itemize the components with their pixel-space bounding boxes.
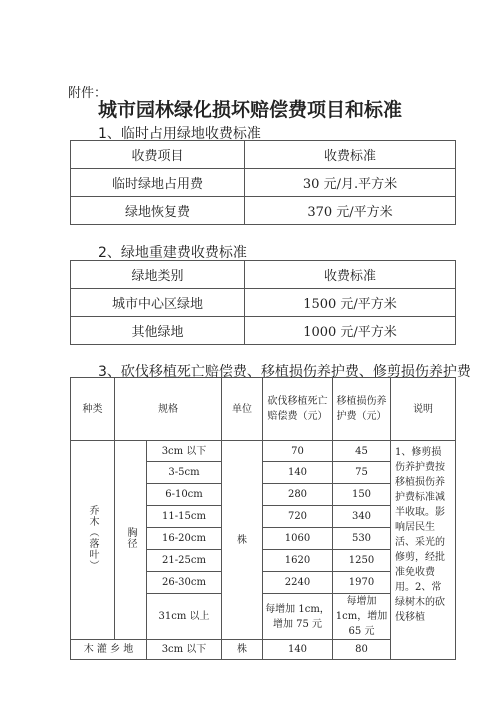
table-row — [71, 441, 456, 462]
section3-table — [70, 377, 456, 660]
header-cell: 收费标准 — [245, 261, 456, 289]
header-spec: 规格 — [115, 378, 222, 441]
damage-fee-cell: 530 — [333, 528, 391, 550]
damage-fee-cell: 每增加 1cm，增加 65 元 — [333, 594, 391, 640]
table-cell: 临时绿地占用费 — [71, 169, 245, 197]
table-row — [71, 317, 456, 345]
table-cell: 370 元/平方米 — [245, 197, 456, 225]
header-damage-fee: 移植损伤养护费（元） — [333, 378, 391, 441]
table-cell: 绿地恢复费 — [71, 197, 245, 225]
table-row — [71, 197, 456, 225]
header-cell: 收费标准 — [245, 141, 456, 169]
damage-fee-cell: 80 — [333, 640, 391, 660]
header-cut-fee: 砍伐移植死亡赔偿费（元） — [263, 378, 333, 441]
unit-cell: 株 — [222, 640, 263, 660]
category-cell — [71, 441, 115, 640]
cut-fee-cell: 140 — [263, 640, 333, 660]
spec-cell: 26-30cm — [147, 572, 222, 594]
cut-fee-cell: 2240 — [263, 572, 333, 594]
header-cell: 绿地类别 — [71, 261, 245, 289]
section2-table — [70, 260, 456, 345]
section2-heading: 2、绿地重建费收费标准 — [98, 245, 247, 261]
table-row — [71, 169, 456, 197]
spec-cell: 3cm 以下 — [147, 640, 222, 660]
damage-fee-cell: 150 — [333, 484, 391, 506]
category-cell: 木 灌 乡 地 — [71, 640, 147, 660]
spec-cell: 3cm 以下 — [147, 441, 222, 462]
table-header-row — [71, 261, 456, 289]
table-cell: 1000 元/平方米 — [245, 317, 456, 345]
table-header-row — [71, 378, 456, 441]
cut-fee-cell: 280 — [263, 484, 333, 506]
spec-cell: 3-5cm — [147, 462, 222, 484]
header-unit: 单位 — [222, 378, 263, 441]
cut-fee-cell: 720 — [263, 506, 333, 528]
page-title: 城市园林绿化损坏赔偿费项目和标准 — [97, 99, 402, 121]
cut-fee-cell: 每增加 1cm，增加 75 元 — [263, 594, 333, 640]
spec-cell: 21-25cm — [147, 550, 222, 572]
notes-cell: 1、修剪损伤养护费按移植损伤养护费标准减半收取。影响居民生活、采光的修剪，经批准免收费用。2、常绿树木的砍伐移植 — [391, 441, 456, 660]
table-cell: 30 元/月.平方米 — [245, 169, 456, 197]
table-row — [71, 289, 456, 317]
category-label: 乔木（落叶） — [87, 504, 98, 571]
measure-label: 胸径 — [125, 526, 136, 549]
spec-cell: 11-15cm — [147, 506, 222, 528]
damage-fee-cell: 45 — [333, 441, 391, 462]
section1-table — [70, 140, 456, 225]
cut-fee-cell: 1060 — [263, 528, 333, 550]
cut-fee-cell: 1620 — [263, 550, 333, 572]
header-kind: 种类 — [71, 378, 115, 441]
damage-fee-cell: 340 — [333, 506, 391, 528]
spec-cell: 6-10cm — [147, 484, 222, 506]
cut-fee-cell: 70 — [263, 441, 333, 462]
table-header-row — [71, 141, 456, 169]
measure-cell — [115, 441, 147, 640]
damage-fee-cell: 75 — [333, 462, 391, 484]
cut-fee-cell: 140 — [263, 462, 333, 484]
header-cell: 收费项目 — [71, 141, 245, 169]
spec-cell: 31cm 以上 — [147, 594, 222, 640]
damage-fee-cell: 1250 — [333, 550, 391, 572]
section3-heading: 3、砍伐移植死亡赔偿费、移植损伤养护费、修剪损伤养护费 — [98, 364, 471, 380]
table-cell: 城市中心区绿地 — [71, 289, 245, 317]
table-cell: 其他绿地 — [71, 317, 245, 345]
spec-cell: 16-20cm — [147, 528, 222, 550]
header-notes: 说明 — [391, 378, 456, 441]
damage-fee-cell: 1970 — [333, 572, 391, 594]
section1-heading: 1、临时占用绿地收费标准 — [98, 126, 261, 142]
unit-cell: 株 — [222, 441, 263, 640]
table-cell: 1500 元/平方米 — [245, 289, 456, 317]
attachment-label: 附件： — [68, 86, 108, 101]
